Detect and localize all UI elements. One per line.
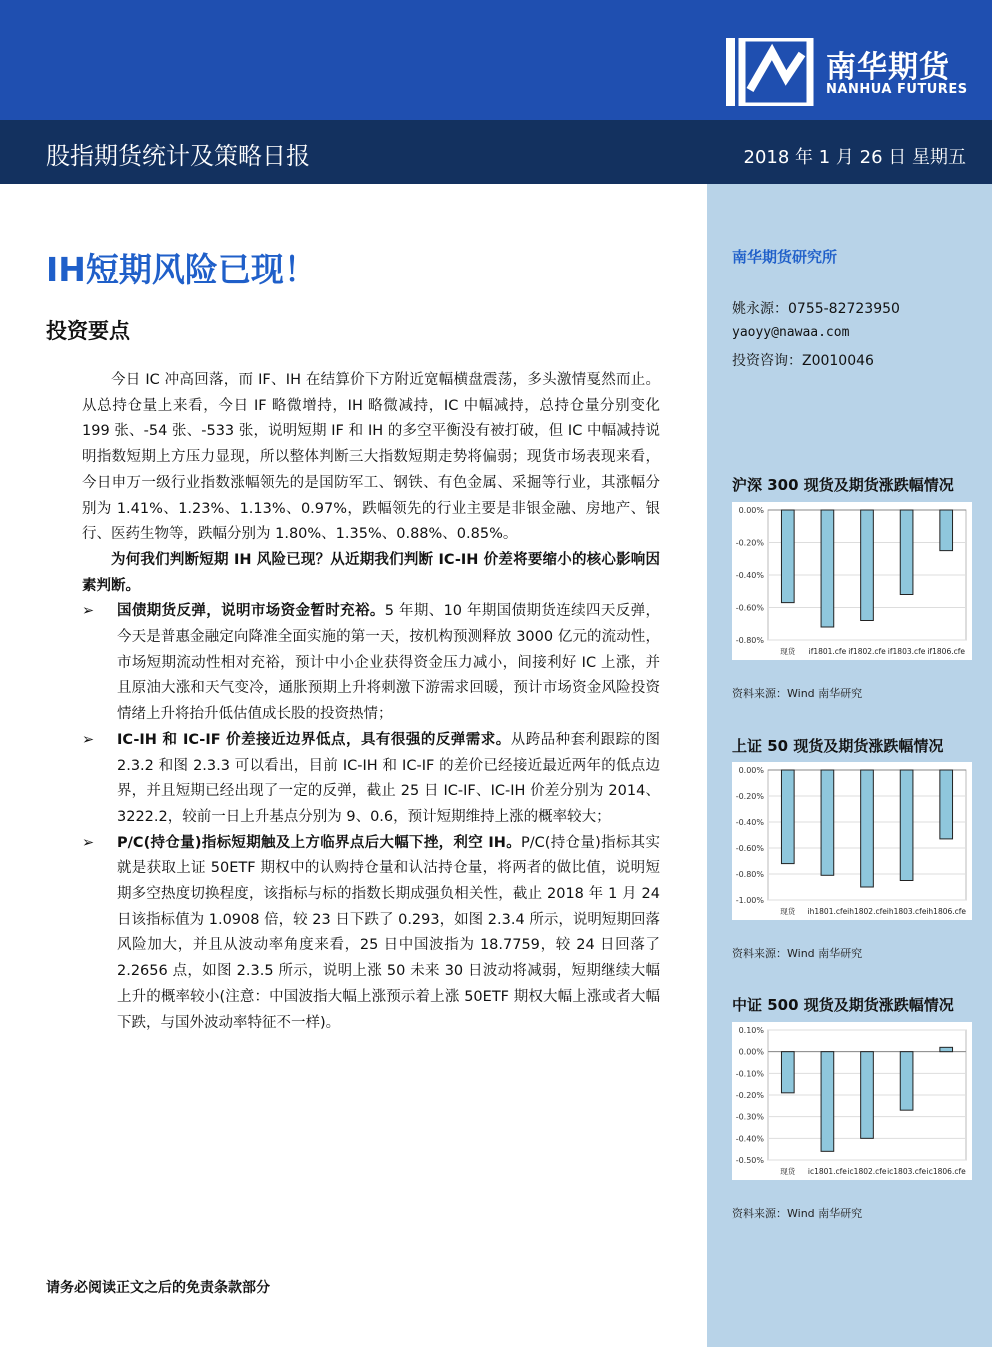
x-tick-label: if1806.cfe (927, 647, 965, 656)
x-tick-label: ic1802.cfe (847, 1167, 887, 1176)
bar (861, 510, 874, 621)
y-tick-label: -0.20% (735, 792, 764, 801)
x-tick-label: if1801.cfe (808, 647, 847, 656)
bullet-arrow-icon: ➢ (82, 603, 95, 620)
bullet-spread (82, 728, 660, 831)
chart-csi500-svg (732, 1022, 972, 1180)
report-date: 2018 年 1 月 26 日 星期五 (743, 147, 966, 168)
bullet-text: 5 年期、10 年期国债期货连续四天反弹，今天是普惠金融定向降准全面实施的第一天，按机构预测释放 3000 亿元的流动性，市场短期流动性相对充裕，预计中小企业获得资金压力减小，间接利好 IC 上涨，并且原油大涨和天气变冷，通胀预期上升将刺激下游需求回暖，预计市场资金风险投资情绪上升将抬升低估值成长股的投资热情； (117, 603, 660, 723)
bar (781, 770, 794, 864)
y-tick-label: -0.60% (735, 844, 764, 853)
bullet-heading: IC-IH 和 IC-IF 价差接近边界低点，具有很强的反弹需求。 (117, 731, 511, 748)
institute-name: 南华期货研究所 (732, 248, 838, 266)
bullet-text: 从跨品种套利跟踪的图 2.3.2 和图 2.3.3 可以看出，目前 IC-IH 和 IC-IF 的差价已经接近最近两年的低点边界，并且短期已经出现了一定的反弹，截止 25 日 IC-IF、IC-IH 价差分别为 2014、3222.2，较前一日上升基点分别为 9、0.6，预计短期维持上涨的概率较大； (117, 731, 661, 825)
analyst-email[interactable]: yaoyy@nawaa.com (732, 325, 850, 340)
x-tick-label: ic1806.cfe (926, 1167, 966, 1176)
bar (900, 510, 913, 595)
bar (940, 510, 953, 551)
y-tick-label: -0.40% (735, 818, 764, 827)
bullet-heading: 国债期货反弹，说明市场资金暂时充裕。 (117, 603, 385, 620)
y-tick-label: -0.40% (735, 1134, 764, 1144)
logo-name-en: NANHUA FUTURES (826, 82, 968, 97)
bar (900, 1052, 913, 1111)
chart-csi500 (732, 1022, 972, 1180)
bar (781, 510, 794, 603)
y-tick-label: -0.20% (735, 538, 764, 548)
y-tick-label: -0.30% (735, 1112, 764, 1122)
y-tick-label: 0.10% (738, 1026, 764, 1035)
y-tick-label: -0.20% (735, 1091, 764, 1100)
chart-title-sse50: 上证 50 现货及期货涨跌幅情况 (732, 737, 944, 755)
x-tick-label: 现货 (780, 1167, 796, 1176)
y-tick-label: 0.00% (738, 506, 764, 515)
paragraph-question: 为何我们判断短期 IH 风险已现？从近期我们判断 IC-IH 价差将要缩小的核心影响因素判断。 (82, 551, 660, 594)
analyst-contact: 姚永源：0755-82723950 (732, 301, 900, 317)
report-name: 股指期货统计及策略日报 (46, 142, 310, 170)
chart-source-csi500: 资料来源：Wind 南华研究 (732, 1207, 863, 1220)
logo-name-cn: 南华期货 (826, 50, 950, 85)
y-tick-label: -0.50% (735, 1156, 764, 1165)
x-tick-label: 现货 (780, 907, 796, 916)
y-tick-label: -0.40% (735, 571, 764, 580)
bullet-heading: P/C(持仓量)指标短期触及上方临界点后大幅下挫，利空 IH。 (117, 834, 522, 851)
nanhua-logo-icon (724, 38, 814, 106)
chart-source-sse50: 资料来源：Wind 南华研究 (732, 947, 863, 960)
x-tick-label: ih1803.cfe (886, 907, 927, 916)
y-tick-label: -0.60% (735, 603, 764, 613)
x-tick-label: 现货 (780, 647, 796, 656)
y-tick-label: -0.10% (735, 1069, 764, 1079)
bar (940, 770, 953, 839)
section-title: 投资要点 (46, 319, 130, 343)
chart-title-csi300: 沪深 300 现货及期货涨跌幅情况 (732, 476, 954, 494)
x-tick-label: ic1801.cfe (807, 1167, 847, 1176)
article-body (82, 368, 660, 1036)
x-tick-label: ih1806.cfe (926, 907, 967, 916)
bar (821, 510, 834, 627)
x-tick-label: ih1802.cfe (847, 907, 887, 916)
bar (821, 1052, 834, 1152)
disclaimer-note: 请务必阅读正文之后的免责条款部分 (46, 1280, 270, 1296)
chart-sse50 (732, 762, 972, 920)
bullet-pc-ratio (82, 831, 660, 1037)
headline: IH短期风险已现！ (46, 250, 317, 289)
bar (861, 770, 874, 887)
y-tick-label: 0.00% (738, 766, 764, 775)
bullet-bond-futures (82, 599, 660, 728)
bar (900, 770, 913, 881)
bar (781, 1052, 794, 1093)
chart-source-csi300: 资料来源：Wind 南华研究 (732, 687, 863, 700)
x-tick-label: ih1801.cfe (807, 907, 848, 916)
paragraph-summary: 今日 IC 冲高回落，而 IF、IH 在结算价下方附近宽幅横盘震荡，多头激情戛然而止。从总持仓量上来看，今日 IF 略微增持，IH 略微减持，IC 中幅减持，总持仓量分别变化 199 张、-54 张、-533 张，说明短期 IF 和 IH 的多空平衡没有被打破，但 IC 中幅减持说明指数短期上方压力显现，所以整体判断三大指数短期走势将偏弱；现货市场表现来看，今日申万一级行业指数涨幅领先的是国防军工、钢铁、有色金属、采掘等行业，其涨幅分别为 1.41%、1.23%、1.13%、0.97%，跌幅领先的行业主要是非银金融、房地产、银行、医药生物等，跌幅分别为 1.80%、1.35%、0.88%、0.85%。 (82, 372, 660, 543)
y-tick-label: -0.80% (735, 636, 764, 645)
bullet-text: P/C(持仓量)指标其实就是获取上证 50ETF 期权中的认购持仓量和认沽持仓量，将两者的做比值，说明短期多空热度切换程度，该指标与标的指数长期成强负相关性，截止 2018 年 1 月 24 日该指标值为 1.0908 倍，较 23 日下跌了 0.293，如图 2.3.4 所示，说明短期回落风险加大，并且从波动率角度来看，25 日中国波指为 18.7759，较 24 日回落了 2.2656 点，如图 2.3.5 所示，说明上涨 50 未来 30 日波动将减弱，短期继续大幅上升的概率较小(注意：中国波指大幅上涨预示着上涨 50ETF 期权大幅上涨或者大幅下跌，与国外波动率特征不一样)。 (117, 834, 660, 1031)
chart-sse50-svg (732, 762, 972, 920)
y-tick-label: -1.00% (735, 896, 764, 905)
bar (821, 770, 834, 875)
chart-title-csi500: 中证 500 现货及期货涨跌幅情况 (732, 996, 954, 1014)
bar (861, 1052, 874, 1139)
license-number: 投资咨询：Z0010046 (732, 353, 874, 369)
bar (940, 1047, 953, 1051)
x-tick-label: if1803.cfe (887, 647, 926, 656)
x-tick-label: if1802.cfe (848, 647, 886, 656)
y-tick-label: 0.00% (738, 1047, 764, 1057)
chart-csi300-svg (732, 502, 972, 660)
x-tick-label: ic1803.cfe (887, 1167, 927, 1176)
y-tick-label: -0.80% (735, 870, 764, 879)
bullet-arrow-icon: ➢ (82, 731, 95, 748)
bullet-arrow-icon: ➢ (82, 834, 95, 851)
chart-csi300 (732, 502, 972, 660)
